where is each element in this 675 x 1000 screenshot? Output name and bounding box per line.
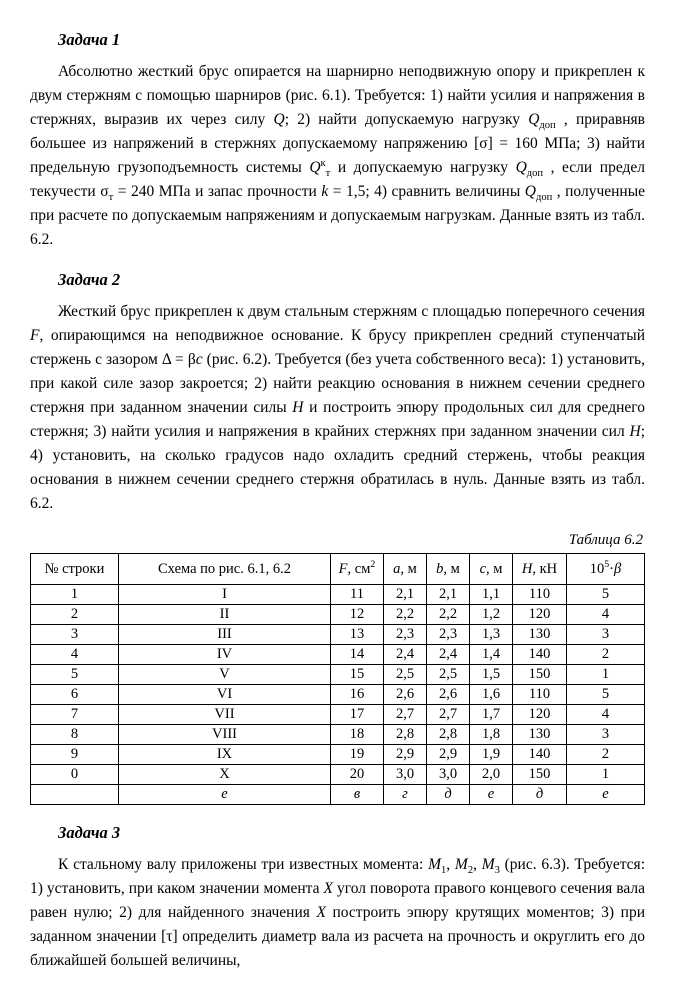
table-cell: 2,1 <box>427 585 470 605</box>
table-cell: 2,4 <box>427 645 470 665</box>
table-cell: 14 <box>331 645 384 665</box>
table-cell: 4 <box>567 705 645 725</box>
table-cell: VII <box>119 705 331 725</box>
table-cell: 1,9 <box>470 745 513 765</box>
table-cell: 2 <box>567 645 645 665</box>
table-cell: 20 <box>331 765 384 785</box>
table-row <box>31 745 645 765</box>
table-cell: 130 <box>513 625 567 645</box>
table-cell: 2,7 <box>384 705 427 725</box>
column-header: H, кН <box>513 554 567 585</box>
table-row <box>31 685 645 705</box>
table-cell: 2,9 <box>427 745 470 765</box>
table-cell: 2,7 <box>427 705 470 725</box>
table-body <box>31 585 645 805</box>
table-cell: 3 <box>31 625 119 645</box>
table-cell: е <box>470 785 513 805</box>
table-cell: IX <box>119 745 331 765</box>
table-row <box>31 725 645 745</box>
table-cell: 3 <box>567 725 645 745</box>
table-cell: д <box>513 785 567 805</box>
table-cell: 1 <box>567 665 645 685</box>
table-cell: 9 <box>31 745 119 765</box>
table-cell: IV <box>119 645 331 665</box>
table-cell: 4 <box>31 645 119 665</box>
table-cell: 8 <box>31 725 119 745</box>
table-cell: 2,9 <box>384 745 427 765</box>
table-row <box>31 605 645 625</box>
table-cell: III <box>119 625 331 645</box>
table-cell: 2,6 <box>427 685 470 705</box>
table-cell: 150 <box>513 665 567 685</box>
table-cell: 110 <box>513 585 567 605</box>
table-cell: 2,2 <box>384 605 427 625</box>
data-table <box>30 553 645 805</box>
table-row <box>31 665 645 685</box>
table-row <box>31 645 645 665</box>
table-cell: 2 <box>567 745 645 765</box>
table-cell: X <box>119 765 331 785</box>
table-cell: 11 <box>331 585 384 605</box>
table-cell: 120 <box>513 605 567 625</box>
column-header: F, $см^2$ <box>331 554 384 585</box>
table-caption: Таблица 6.2 <box>568 532 643 548</box>
table-cell: 0 <box>31 765 119 785</box>
column-header: b, м <box>427 554 470 585</box>
table-cell: 2,5 <box>384 665 427 685</box>
table-cell: 2,2 <box>427 605 470 625</box>
problem-3-text: К стальному валу приложены три известных момента: $M_1$, $M_2$, $M_3$ (рис. 6.3). Требуется: 1) установить, при каком значении момента X угол поворота правого концевого сечения вала равен нулю; 2) для найденного значения X построить эпюру крутящих моментов; 3) при заданном значении [τ] определить диаметр вала из расчета на прочность и округлить его до ближайшей большей величины, <box>30 856 646 969</box>
table-cell: 1 <box>31 585 119 605</box>
table-cell: 2,3 <box>427 625 470 645</box>
table-cell: 2,6 <box>384 685 427 705</box>
table-cell: 140 <box>513 745 567 765</box>
table-cell: 2,5 <box>427 665 470 685</box>
table-cell: 3 <box>567 625 645 645</box>
table-cell: 2,1 <box>384 585 427 605</box>
table-cell: д <box>427 785 470 805</box>
table-cell: 5 <box>567 685 645 705</box>
table-row <box>31 785 645 805</box>
problem-3-title: Задача 3 <box>58 823 121 842</box>
column-header: a, м <box>384 554 427 585</box>
table-cell: VI <box>119 685 331 705</box>
table-cell: 2,3 <box>384 625 427 645</box>
table-cell: 7 <box>31 705 119 725</box>
table-header-row <box>31 554 645 585</box>
table-cell: 3,0 <box>427 765 470 785</box>
table-cell: V <box>119 665 331 685</box>
column-header: № строки <box>31 554 119 585</box>
table-cell: в <box>331 785 384 805</box>
problem-1-title: Задача 1 <box>58 30 121 49</box>
table-cell: 2,0 <box>470 765 513 785</box>
column-header: $10^5\cdot\beta$ <box>567 554 645 585</box>
table-cell: 2,8 <box>427 725 470 745</box>
table-cell: 110 <box>513 685 567 705</box>
table-cell: 1,1 <box>470 585 513 605</box>
problem-2-title: Задача 2 <box>58 270 121 289</box>
table-cell: 1,8 <box>470 725 513 745</box>
table-row <box>31 765 645 785</box>
table-cell: 15 <box>331 665 384 685</box>
table-cell: 18 <box>331 725 384 745</box>
table-cell: 2 <box>31 605 119 625</box>
table-cell: I <box>119 585 331 605</box>
table-cell: 120 <box>513 705 567 725</box>
table-cell: 2,8 <box>384 725 427 745</box>
table-cell: 6 <box>31 685 119 705</box>
table-cell: 4 <box>567 605 645 625</box>
table-cell: 1,4 <box>470 645 513 665</box>
table-cell: 3,0 <box>384 765 427 785</box>
table-cell: 140 <box>513 645 567 665</box>
table-cell: 130 <box>513 725 567 745</box>
table-cell: е <box>567 785 645 805</box>
table-cell: 17 <box>331 705 384 725</box>
table-cell: 2,4 <box>384 645 427 665</box>
table-cell <box>31 785 119 805</box>
table-row <box>31 705 645 725</box>
table-cell: 5 <box>567 585 645 605</box>
table-cell: 13 <box>331 625 384 645</box>
column-header: Схема по рис. 6.1, 6.2 <box>119 554 331 585</box>
table-cell: VIII <box>119 725 331 745</box>
table-cell: 1,3 <box>470 625 513 645</box>
column-header: c, м <box>470 554 513 585</box>
table-cell: е <box>119 785 331 805</box>
table-cell: 1,5 <box>470 665 513 685</box>
table-cell: 150 <box>513 765 567 785</box>
table-cell: 12 <box>331 605 384 625</box>
table-cell: 1,6 <box>470 685 513 705</box>
table-row <box>31 625 645 645</box>
table-cell: II <box>119 605 331 625</box>
table-cell: 1,7 <box>470 705 513 725</box>
table-cell: г <box>384 785 427 805</box>
table-cell: 1 <box>567 765 645 785</box>
table-cell: 1,2 <box>470 605 513 625</box>
problem-2-text: Жесткий брус прикреплен к двум стальным стержням с площадью поперечного сечения F, опирающимся на неподвижное основание. К брусу прикреплен средний ступенчатый стержень с зазором Δ = βc (рис. 6.2). Требуется (без учета собственного веса): 1) установить, при какой силе зазор закроется; 2) найти реакцию основания в нижнем сечении среднего стержня при заданном значении силы H и построить эпюру продольных сил для среднего стержня; 3) найти усилия и напряжения в крайних стержнях при заданном значении сил H; 4) установить, на сколько градусов надо охладить средний стержень, чтобы реакция основания в нижнем сечении среднего стержня обратилась в нуль. Данные взять из табл. 6.2. <box>30 303 646 512</box>
table-cell: 19 <box>331 745 384 765</box>
table-row <box>31 585 645 605</box>
table-cell: 16 <box>331 685 384 705</box>
problem-1-text: Абсолютно жесткий брус опирается на шарнирно неподвижную опору и прикреплен к двум стержням с помощью шарниров (рис. 6.1). Требуется: 1) найти усилия и напряжения в стержнях, выразив их через силу Q; 2) найти допускаемую нагрузку $Q_{доп}$ , приравняв большее из напряжений в стержнях допускаемому напряжению [σ] = 160 МПа; 3) найти предельную грузоподъемность системы $Q^к_т$ и допускаемую нагрузку $Q_{доп}$ , если предел текучести $\sigma_т = 240$ МПа и запас прочности k = 1,5; 4) сравнить величины $Q_{доп}$ , полученные при расчете по допускаемым напряжениям и допускаемым нагрузкам. Данные взять из табл. 6.2. <box>30 63 646 248</box>
table-cell: 5 <box>31 665 119 685</box>
